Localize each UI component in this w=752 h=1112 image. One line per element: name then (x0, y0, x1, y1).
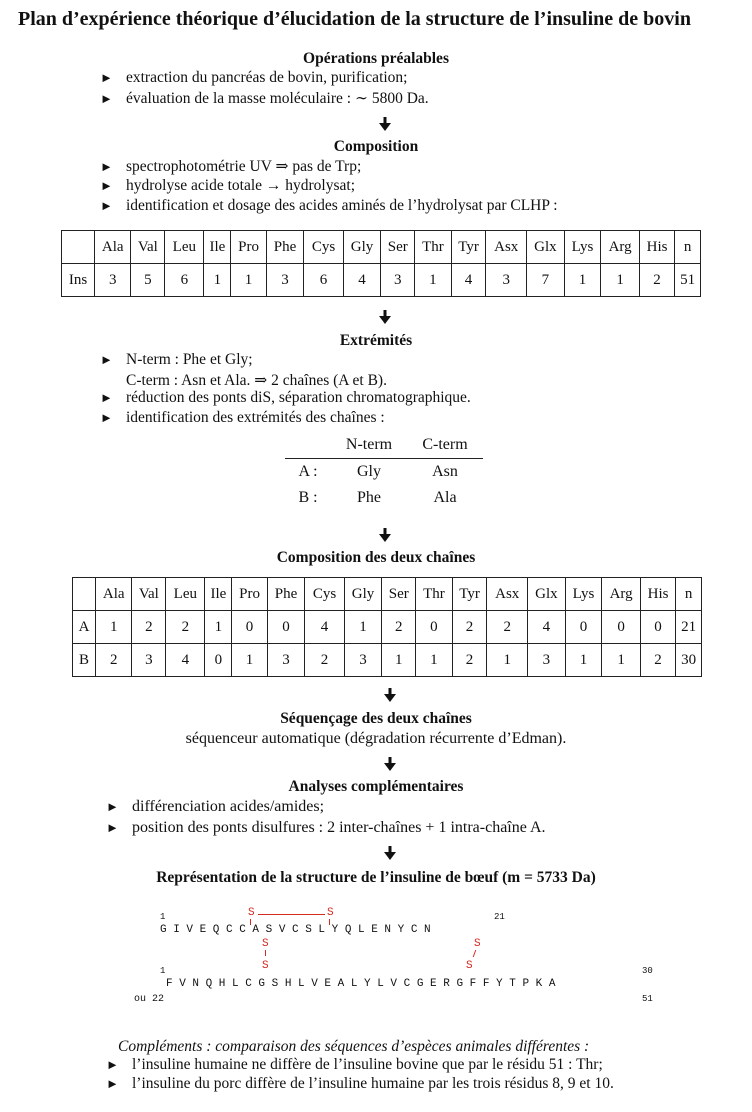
list-item-text: identification et dosage des acides aminés de l’hydrolysat par CLHP : (126, 197, 558, 214)
arrow-down-icon (384, 846, 396, 860)
table-cell: 2 (305, 644, 344, 677)
table-cell: 4 (305, 611, 344, 644)
bullet-icon: ► (100, 159, 113, 174)
list-item (100, 409, 385, 427)
table-cell: 3 (381, 264, 415, 297)
table-header-cell: n (676, 578, 702, 611)
table-header-cell: Glx (526, 231, 564, 264)
table-header-row (285, 432, 483, 459)
table-cell: 1 (565, 644, 602, 677)
arrow-down-icon (384, 688, 396, 702)
list-item-text: hydrolyse acide totale → hydrolysat; (126, 177, 355, 194)
table-cell: 1 (564, 264, 601, 297)
table-cell: 6 (304, 264, 343, 297)
table-cell: 3 (132, 644, 166, 677)
table-cell: 4 (527, 611, 565, 644)
table-cell: 1 (205, 611, 232, 644)
bullet-icon: ► (106, 1076, 119, 1091)
table-header-cell: Arg (602, 578, 641, 611)
arrow-down-icon (379, 310, 391, 324)
table-header-cell: Lys (564, 231, 601, 264)
list-item-continuation: C-term : Asn et Ala. ⇒ 2 chaînes (A et B). (126, 372, 387, 389)
list-item-text: position des ponts disulfures : 2 inter-chaînes + 1 intra-chaîne A. (132, 819, 546, 836)
table-header-cell: Cys (304, 231, 343, 264)
chain-a-end-label: 21 (494, 912, 505, 922)
table-cell: 2 (132, 611, 166, 644)
table-cell: 3 (344, 644, 382, 677)
table-cell: 3 (266, 264, 304, 297)
heading-sequencage: Séquençage des deux chaînes (280, 710, 472, 727)
table-cell: 51 (675, 264, 701, 297)
table-cell: 1 (487, 644, 528, 677)
heading-representation: Représentation de la structure de l’insuline de bœuf (m = 5733 Da) (156, 869, 596, 886)
table-cell: 0 (232, 611, 267, 644)
table-row (73, 644, 702, 677)
bullet-icon: ► (100, 410, 113, 425)
table-header-cell: C-term (422, 436, 468, 453)
table-cell: Gly (357, 463, 381, 480)
heading-analyses: Analyses complémentaires (288, 778, 464, 795)
table-header-cell (285, 432, 331, 459)
disulfide-bridge-line (473, 950, 477, 957)
list-item-text: réduction des ponts diS, séparation chromatographique. (126, 389, 471, 406)
table-row (285, 459, 483, 486)
table-cell: 2 (382, 611, 416, 644)
bullet-icon: ► (106, 820, 119, 835)
table-header-cell: Leu (166, 578, 205, 611)
ends-table (285, 432, 483, 511)
table-header-cell: Ala (96, 578, 132, 611)
composition-table (61, 230, 701, 297)
table-header-row (73, 578, 702, 611)
heading-deux-chaines: Composition des deux chaînes (276, 549, 476, 566)
sulfur-label: S (327, 907, 334, 919)
sequencage-text: séquenceur automatique (dégradation récurrente d’Edman). (185, 730, 567, 747)
chain-b-alt-numbering: ou 22 (134, 994, 165, 1005)
table-cell: 3 (95, 264, 131, 297)
table-header-cell: Thr (416, 578, 452, 611)
list-item-text: évaluation de la masse moléculaire : ∼ 5800 Da. (126, 90, 429, 107)
table-header-cell: Arg (601, 231, 640, 264)
table-cell: Ala (433, 489, 457, 506)
table-cell: 1 (382, 644, 416, 677)
table-header-cell: Tyr (451, 231, 486, 264)
bullet-icon: ► (100, 198, 113, 213)
sulfur-label: S (262, 938, 269, 950)
table-header-cell: Asx (486, 231, 527, 264)
table-cell: Asn (432, 463, 458, 480)
table-cell: 1 (601, 264, 640, 297)
table-header-cell: Lys (565, 578, 602, 611)
table-header-cell (73, 578, 96, 611)
table-cell: 2 (639, 264, 674, 297)
list-item-text: différenciation acides/amides; (132, 798, 325, 815)
table-cell: 2 (452, 644, 487, 677)
list-item-text: spectrophotométrie UV ⇒ pas de Trp; (126, 158, 362, 175)
table-cell: 30 (676, 644, 702, 677)
table-header-cell: Phe (266, 231, 304, 264)
table-cell: 0 (640, 611, 675, 644)
sulfur-label: S (248, 907, 255, 919)
heading-extremites: Extrémités (339, 332, 413, 349)
table-cell: 1 (344, 611, 382, 644)
list-item-text: N-term : Phe et Gly; (126, 351, 253, 368)
table-cell: 3 (267, 644, 305, 677)
table-cell: 4 (451, 264, 486, 297)
table-header-cell: Cys (305, 578, 344, 611)
list-item (106, 1075, 614, 1093)
table-cell: 1 (232, 644, 267, 677)
table-header-cell: Asx (487, 578, 528, 611)
table-cell: 0 (205, 644, 232, 677)
table-row (62, 264, 701, 297)
table-header-cell: Pro (232, 578, 267, 611)
chain-a-sequence: G I V E Q C C A S V C S L Y Q L E N Y C N (160, 924, 431, 936)
table-cell: 2 (640, 644, 675, 677)
table-header-cell: His (640, 578, 675, 611)
chain-a-start-label: 1 (160, 912, 166, 922)
arrow-down-icon (379, 528, 391, 542)
table-cell: B (73, 644, 96, 677)
table-header-cell: Ala (95, 231, 131, 264)
page-title: Plan d’expérience théorique d’élucidation de la structure de l’insuline de bovin (18, 8, 691, 30)
table-cell: 0 (565, 611, 602, 644)
table-cell: 0 (416, 611, 452, 644)
table-cell: 6 (165, 264, 204, 297)
table-header-cell: Pro (231, 231, 266, 264)
table-header-cell: Gly (343, 231, 381, 264)
list-item (100, 89, 429, 108)
table-cell: 0 (267, 611, 305, 644)
table-cell: 4 (166, 644, 205, 677)
sulfur-label: S (474, 938, 481, 950)
table-header-cell: Leu (165, 231, 204, 264)
list-item-text: l’insuline du porc diffère de l’insuline humaine par les trois résidus 8, 9 et 10. (132, 1075, 614, 1092)
sulfur-label: S (466, 960, 473, 972)
list-item-text: l’insuline humaine ne diffère de l’insuline bovine que par le résidu 51 : Thr; (132, 1056, 603, 1073)
list-item (106, 798, 324, 816)
chains-composition-table (72, 577, 702, 677)
table-header-cell: n (675, 231, 701, 264)
table-cell: Ins (62, 264, 95, 297)
disulfide-bridge-line (329, 919, 330, 925)
arrow-down-icon (384, 757, 396, 771)
table-header-cell: Ile (204, 231, 231, 264)
table-cell: 2 (166, 611, 205, 644)
table-cell: 1 (416, 644, 452, 677)
complements-intro: Compléments : comparaison des séquences d’espèces animales différentes : (118, 1038, 590, 1055)
table-header-cell: Phe (267, 578, 305, 611)
bullet-icon: ► (100, 91, 113, 106)
table-header-cell: Thr (415, 231, 451, 264)
list-item (106, 819, 546, 837)
bullet-icon: ► (100, 352, 113, 367)
list-item (106, 1056, 603, 1074)
bullet-icon: ► (100, 70, 113, 85)
table-header-cell: N-term (345, 436, 393, 453)
table-cell: 1 (96, 611, 132, 644)
table-cell: A : (298, 463, 318, 480)
table-row (73, 611, 702, 644)
bullet-icon: ► (106, 799, 119, 814)
list-item-text: identification des extrémités des chaînes : (126, 409, 385, 426)
table-header-row (62, 231, 701, 264)
arrow-down-icon (379, 117, 391, 131)
table-header-cell (62, 231, 95, 264)
list-item (100, 69, 407, 87)
table-header-cell: Val (132, 578, 166, 611)
table-cell: 0 (602, 611, 641, 644)
list-item (100, 157, 361, 176)
table-cell: 4 (343, 264, 381, 297)
chain-b-end-label: 30 (642, 966, 653, 976)
table-cell: 5 (131, 264, 165, 297)
heading-composition: Composition (333, 138, 419, 155)
table-cell: 21 (676, 611, 702, 644)
list-item (100, 177, 355, 195)
bullet-icon: ► (100, 390, 113, 405)
list-item (100, 197, 558, 215)
list-item (100, 351, 253, 369)
table-header-cell: Glx (527, 578, 565, 611)
table-header-cell: Ile (205, 578, 232, 611)
disulfide-bridge-line (258, 914, 325, 915)
table-header-cell: Gly (344, 578, 382, 611)
bullet-icon: ► (100, 178, 113, 193)
table-cell: 1 (231, 264, 266, 297)
table-cell: 1 (415, 264, 451, 297)
table-cell: 1 (204, 264, 231, 297)
chain-b-alt-end-label: 51 (642, 994, 653, 1004)
table-cell: 2 (96, 644, 132, 677)
table-header-cell: Ser (381, 231, 415, 264)
list-item (100, 389, 471, 407)
table-header-cell: Val (131, 231, 165, 264)
table-cell: 3 (527, 644, 565, 677)
disulfide-bridge-line (265, 950, 266, 956)
table-header-cell: Tyr (452, 578, 487, 611)
table-cell: Phe (357, 489, 381, 506)
table-cell: 1 (602, 644, 641, 677)
chain-b-start-label: 1 (160, 966, 166, 976)
table-cell: 3 (486, 264, 527, 297)
chain-b-sequence: F V N Q H L C G S H L V E A L Y L V C G E R G F F Y T P K A (166, 978, 556, 990)
table-cell: 2 (487, 611, 528, 644)
table-header-cell: Ser (382, 578, 416, 611)
disulfide-bridge-line (250, 919, 251, 925)
table-row (285, 485, 483, 511)
sulfur-label: S (262, 960, 269, 972)
table-cell: A (73, 611, 96, 644)
table-cell: 2 (452, 611, 487, 644)
heading-prealables: Opérations préalables (303, 50, 449, 67)
list-item-text: extraction du pancréas de bovin, purification; (126, 69, 408, 86)
bullet-icon: ► (106, 1057, 119, 1072)
table-cell: B : (298, 489, 318, 506)
table-header-cell: His (639, 231, 674, 264)
table-cell: 7 (526, 264, 564, 297)
